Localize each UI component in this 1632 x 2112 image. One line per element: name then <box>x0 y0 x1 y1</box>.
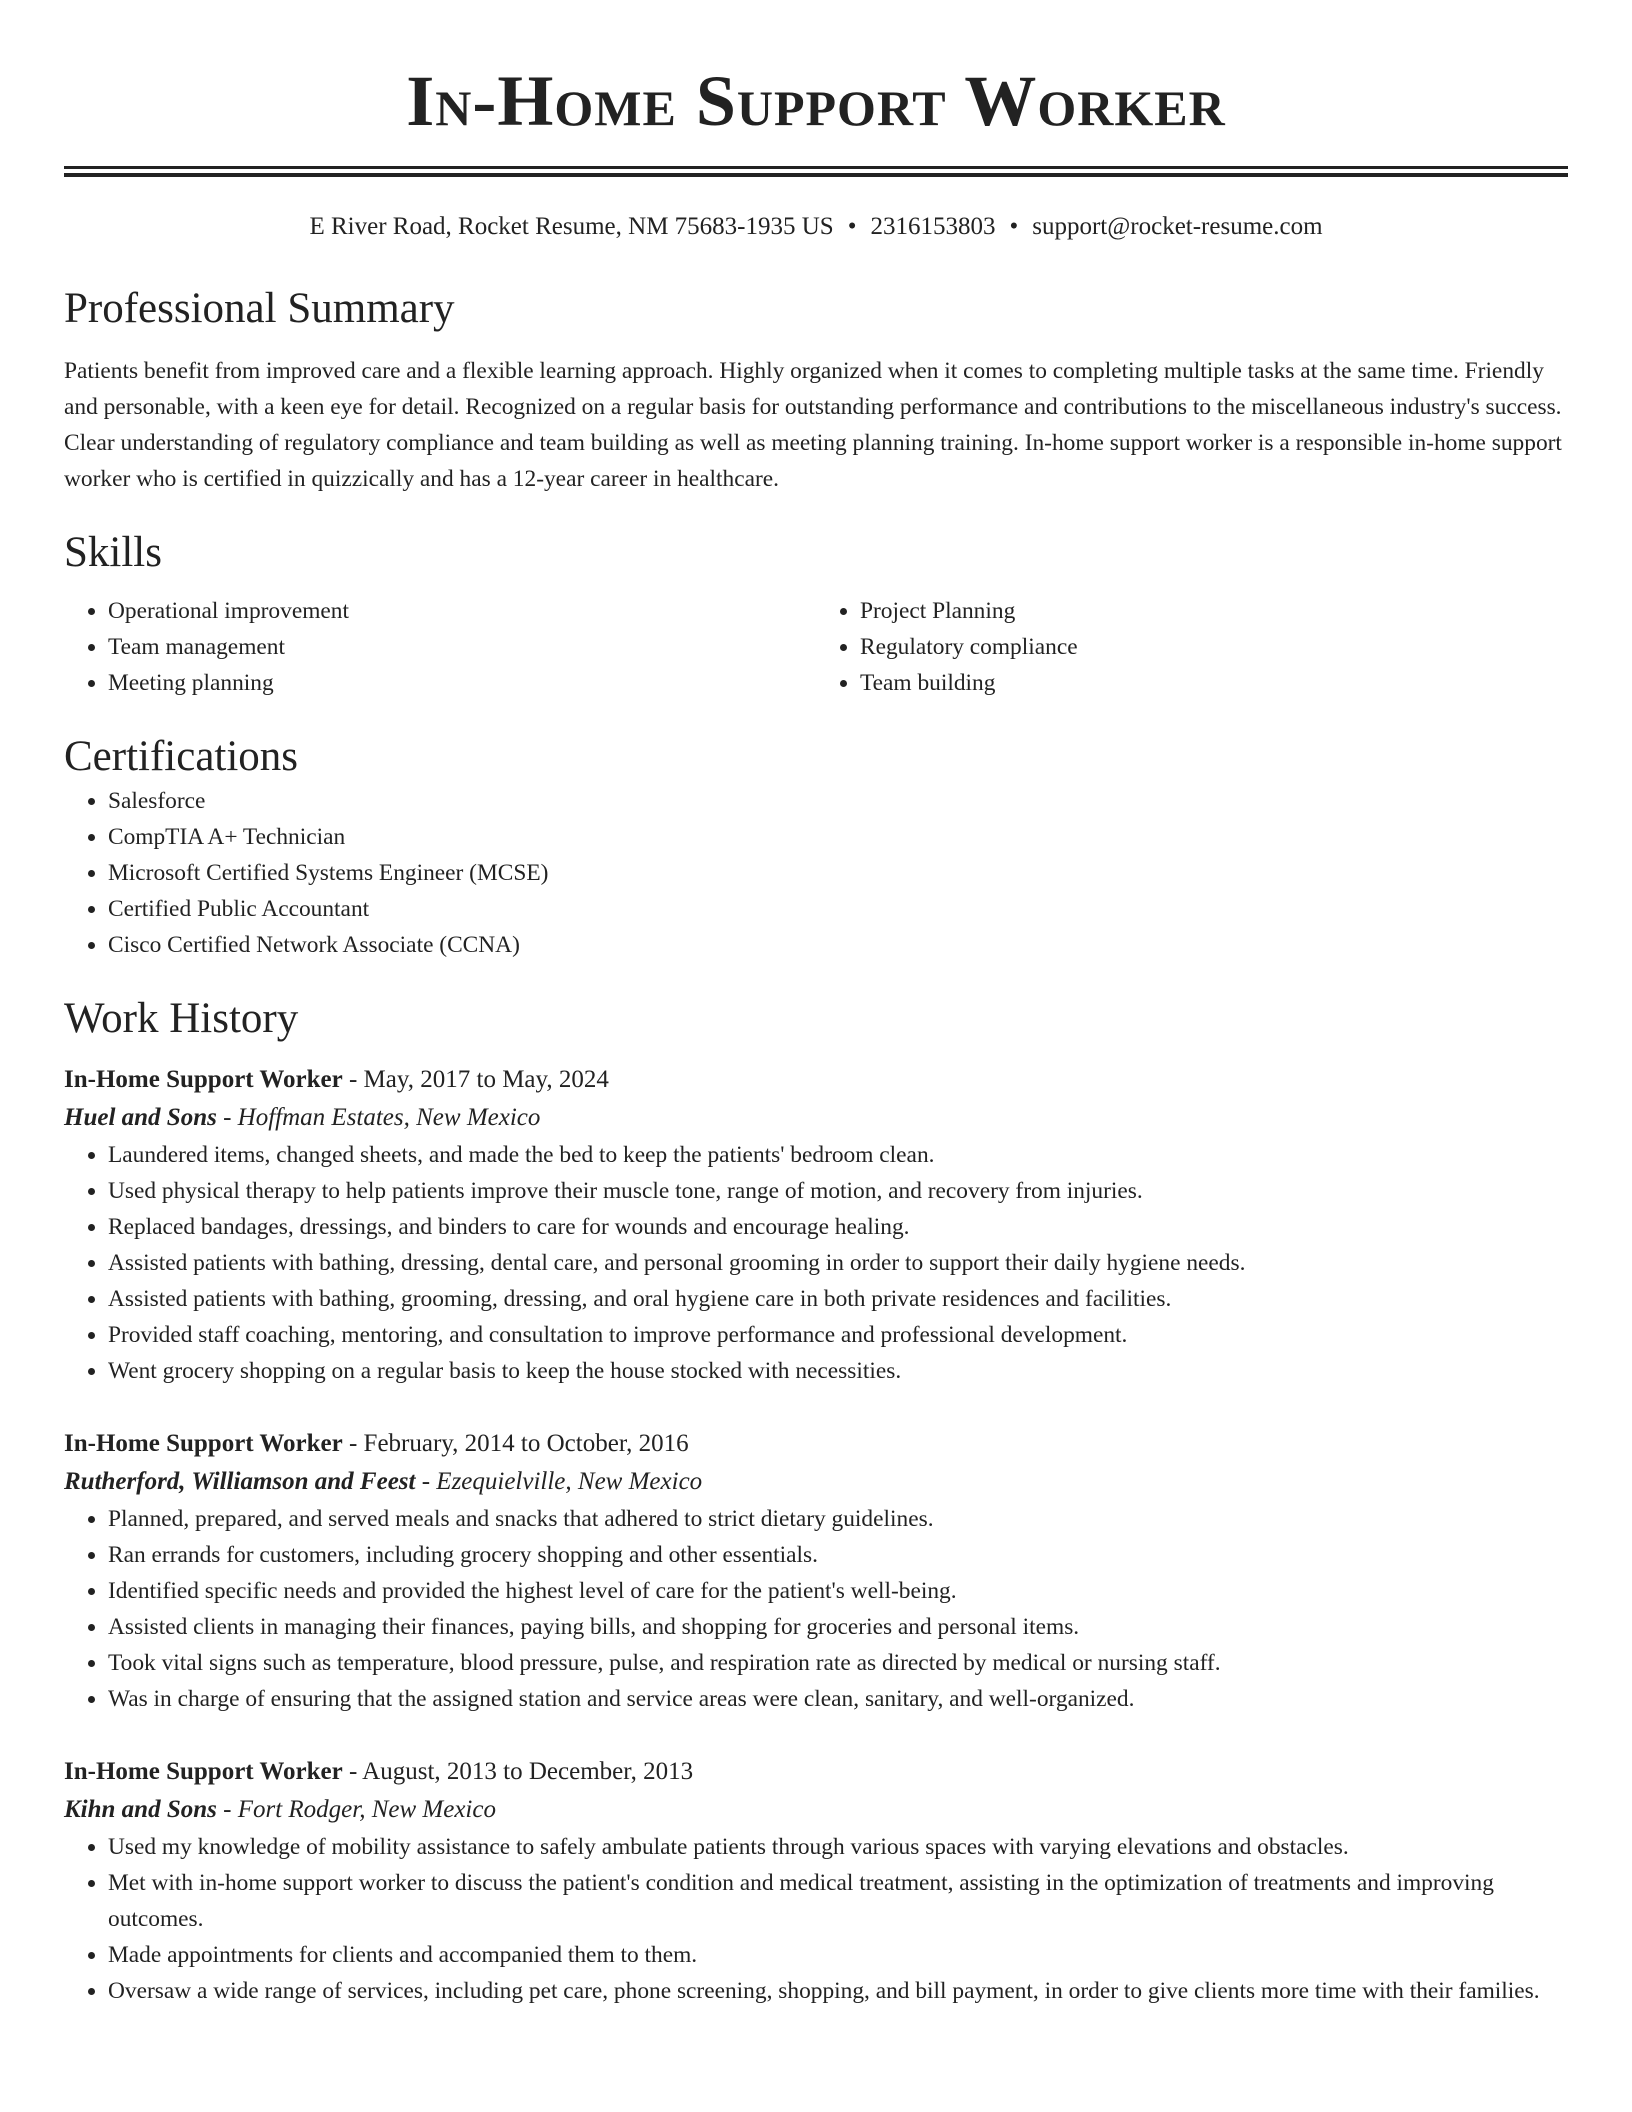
job-entry <box>64 1425 1568 1717</box>
job-company-line <box>64 1791 1568 1829</box>
job-company: Huel and Sons <box>64 1104 217 1131</box>
job-location: - Ezequielville, New Mexico <box>421 1468 703 1495</box>
job-duty: • Used my knowledge of mobility assistance to safely ambulate patients through various spaces with varying elevations and obstacles. <box>108 1829 1568 1865</box>
job-duty: • Took vital signs such as temperature, blood pressure, pulse, and respiration rate as directed by medical or nursing staff. <box>108 1645 1568 1681</box>
job-duty: • Made appointments for clients and accompanied them to them. <box>108 1937 1568 1973</box>
job-entry <box>64 1753 1568 2009</box>
summary-heading: Professional Summary <box>64 285 455 332</box>
job-duties-list <box>64 1501 1568 1717</box>
job-role: In-Home Support Worker <box>64 1066 343 1093</box>
work-history-heading: Work History <box>64 995 299 1042</box>
certifications-list <box>64 783 1568 963</box>
skills-heading: Skills <box>64 529 162 576</box>
skill-item: • Operational improvement <box>108 593 816 629</box>
job-title-line <box>64 1425 1568 1463</box>
job-duty: • Oversaw a wide range of services, including pet care, phone screening, shopping, and bill payment, in order to give clients more time with their families. <box>108 1973 1568 2009</box>
skills-column-left <box>64 593 816 701</box>
job-location: - Fort Rodger, New Mexico <box>223 1796 496 1823</box>
contact-address: E River Road, Rocket Resume, NM 75683-1935 US <box>309 213 834 240</box>
certification-item: • Microsoft Certified Systems Engineer (MCSE) <box>108 855 1568 891</box>
job-company: Kihn and Sons <box>64 1796 217 1823</box>
job-duty: • Ran errands for customers, including grocery shopping and other essentials. <box>108 1537 1568 1573</box>
header-divider <box>64 166 1568 177</box>
certifications-heading: Certifications <box>64 733 299 780</box>
job-duty: • Was in charge of ensuring that the assigned station and service areas were clean, sanitary, and well-organized. <box>108 1681 1568 1717</box>
job-role: In-Home Support Worker <box>64 1758 343 1785</box>
job-title-line <box>64 1753 1568 1791</box>
job-dates: - May, 2017 to May, 2024 <box>348 1066 609 1093</box>
job-duties-list <box>64 1829 1568 2009</box>
contact-separator: • <box>1009 213 1019 240</box>
job-duty: • Laundered items, changed sheets, and made the bed to keep the patients' bedroom clean. <box>108 1137 1568 1173</box>
certification-item: • Salesforce <box>108 783 1568 819</box>
job-company-line <box>64 1099 1568 1137</box>
job-duty: • Met with in-home support worker to discuss the patient's condition and medical treatment, assisting in the optimization of treatments and improving outcomes. <box>108 1865 1568 1937</box>
job-duty: • Provided staff coaching, mentoring, and consultation to improve performance and professional development. <box>108 1317 1568 1353</box>
job-duty: • Identified specific needs and provided the highest level of care for the patient's well-being. <box>108 1573 1568 1609</box>
job-duty: • Replaced bandages, dressings, and binders to care for wounds and encourage healing. <box>108 1209 1568 1245</box>
job-dates: - February, 2014 to October, 2016 <box>348 1430 689 1457</box>
skills-column-right <box>816 593 1568 701</box>
skill-item: • Project Planning <box>860 593 1568 629</box>
skills-list <box>64 593 1568 701</box>
certification-item: • Certified Public Accountant <box>108 891 1568 927</box>
skill-item: • Meeting planning <box>108 665 816 701</box>
job-duty: • Planned, prepared, and served meals and snacks that adhered to strict dietary guidelines. <box>108 1501 1568 1537</box>
job-duty: • Assisted patients with bathing, grooming, dressing, and oral hygiene care in both private residences and facilities. <box>108 1281 1568 1317</box>
job-duty: • Went grocery shopping on a regular basis to keep the house stocked with necessities. <box>108 1353 1568 1389</box>
candidate-name: In-Home Support Worker <box>406 61 1226 141</box>
job-duty: • Assisted patients with bathing, dressing, dental care, and personal grooming in order to support their daily hygiene needs. <box>108 1245 1568 1281</box>
skill-item: • Regulatory compliance <box>860 629 1568 665</box>
job-duty: • Assisted clients in managing their finances, paying bills, and shopping for groceries and personal items. <box>108 1609 1568 1645</box>
job-duties-list <box>64 1137 1568 1389</box>
contact-phone: 2316153803 <box>870 213 996 240</box>
certification-item: • CompTIA A+ Technician <box>108 819 1568 855</box>
contact-email: support@rocket-resume.com <box>1032 213 1323 240</box>
job-duty: • Used physical therapy to help patients improve their muscle tone, range of motion, and recovery from injuries. <box>108 1173 1568 1209</box>
contact-separator: • <box>847 213 857 240</box>
skill-item: • Team building <box>860 665 1568 701</box>
certification-item: • Cisco Certified Network Associate (CCNA) <box>108 927 1568 963</box>
skill-item: • Team management <box>108 629 816 665</box>
job-title-line <box>64 1061 1568 1099</box>
job-location: - Hoffman Estates, New Mexico <box>223 1104 541 1131</box>
job-dates: - August, 2013 to December, 2013 <box>348 1758 694 1785</box>
job-role: In-Home Support Worker <box>64 1430 343 1457</box>
resume-page <box>64 0 1568 2009</box>
contact-line <box>64 211 1568 243</box>
job-entry <box>64 1061 1568 1389</box>
job-company-line <box>64 1463 1568 1501</box>
summary-text: Patients benefit from improved care and a flexible learning approach. Highly organized when it comes to completing multiple tasks at the same time. Friendly and personable, with a keen eye for detail. Recognized on a regular basis for outstanding performance and contributions to the miscellaneous industry's success. Clear understanding of regulatory compliance and team building as well as meeting planning training. In-home support worker is a responsible in-home support worker who is certified in quizzically and has a 12-year career in healthcare. <box>64 358 1562 492</box>
job-company: Rutherford, Williamson and Feest <box>64 1468 416 1495</box>
